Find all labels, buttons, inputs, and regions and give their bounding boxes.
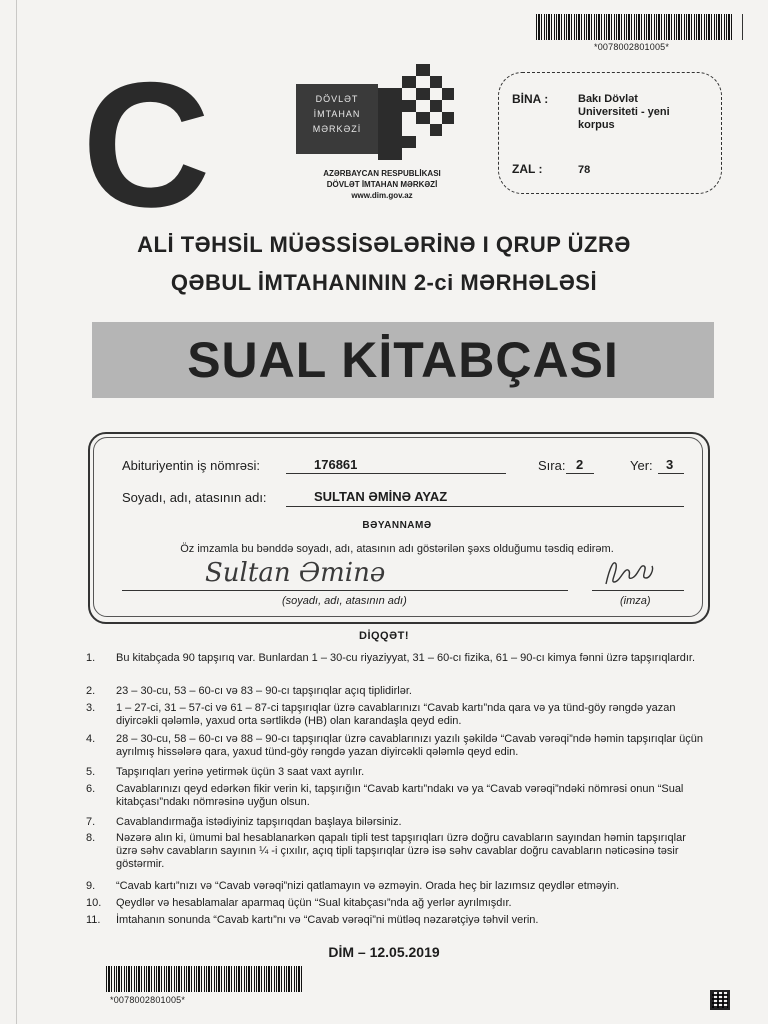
seat-line <box>658 473 684 474</box>
logo-website: www.dim.gov.az <box>351 191 413 200</box>
room-value: 78 <box>578 164 591 176</box>
rule-number: 11. <box>86 914 101 926</box>
barcode-bottom <box>106 966 302 992</box>
signature-image <box>600 556 660 590</box>
seat-value: 3 <box>666 457 674 472</box>
booklet-title: SUAL KİTABÇASI <box>187 332 619 388</box>
barcode-side-marks <box>742 14 753 40</box>
row-value: 2 <box>576 457 584 472</box>
signature-caption: (imza) <box>620 595 651 607</box>
room-label: ZAL : <box>512 162 543 176</box>
rule-number: 10. <box>86 897 102 909</box>
candidate-id-value: 176861 <box>314 457 358 472</box>
rule-number: 3. <box>86 702 96 714</box>
declaration-title: BƏYANNAMƏ <box>362 520 432 531</box>
rule-text: Cavablandırmağa istədiyiniz tapşırıqdan başlaya bilərsiniz. <box>116 816 402 828</box>
building-label: BİNA : <box>512 92 549 106</box>
handwritten-name: Sultan Əminə <box>205 558 386 588</box>
attention-title: DİQQƏT! <box>359 630 409 642</box>
logo-pixel-blocks <box>376 64 456 160</box>
rule-text: “Cavab kartı”nızı və “Cavab vərəqi”nizi qatlamayın və əzməyin. Orada heç bir lazımsız qeydlər etməyin. <box>116 880 620 892</box>
candidate-id-label: Abituriyentin iş nömrəsi: <box>122 458 260 473</box>
signature-line <box>592 590 684 591</box>
building-value <box>578 93 670 132</box>
rule-text: Bu kitabçada 90 tapşırıq var. Bunlardan 1 – 30-cu riyaziyyat, 31 – 60-cı fizika, 61 – 90-cı kimya fənni üzrə tapşırıqlardır. <box>116 652 696 664</box>
logo-sub-2: DÖVLƏT İMTAHAN MƏRKƏZİ <box>326 180 438 189</box>
exam-date: DİM – 12.05.2019 <box>328 944 440 960</box>
building-line-3: korpus <box>578 119 615 131</box>
rule-text: Qeydlər və hesablamalar aparmaq üçün “Sual kitabçası”nda ağ yerlər ayrılmışdır. <box>116 897 512 909</box>
building-line-2: Universiteti - yeni <box>578 106 670 118</box>
barcode-top-text: *0078002801005* <box>594 42 670 52</box>
candidate-id-line <box>286 473 506 474</box>
barcode-top <box>536 14 732 40</box>
logo-line-3: MƏRKƏZİ <box>312 124 362 134</box>
exam-title-line-1: ALİ TƏHSİL MÜƏSSİSƏLƏRİNƏ I QRUP ÜZRƏ <box>137 232 631 257</box>
seat-label: Yer: <box>630 458 653 473</box>
rule-number: 4. <box>86 733 96 745</box>
rule-text: İmtahanın sonunda “Cavab kartı”nı və “Cavab vərəqi”ni mütləq nəzarətçiyə təhvil verin. <box>116 914 539 926</box>
rule-number: 7. <box>86 816 96 828</box>
rule-number: 8. <box>86 832 96 844</box>
logo-line-2: İMTAHAN <box>313 109 361 119</box>
rule-text: 1 – 27-ci, 31 – 57-ci və 61 – 87-ci tapşırıqlar üzrə cavablarınızı “Cavab kartı”nda qara və ya tünd-göy rəngdə yazan diyircəkli qələmlə, yaxud orta sərtlikdə (HB) olan karandaşla qeyd edin. <box>116 702 676 727</box>
rule-text: Nəzərə alın ki, ümumi bal hesablanarkən qapalı tipli test tapşırıqları üzrə doğru cavabların sayından həmin tapşırıqlar üzrə səhv cavabların sayının ¼ -i çıxılır, açıq tipli tapşırıqlar üzrə isə səhv cavablar doğru cavabların nəticəsinə təsir göstərmir. <box>116 832 686 870</box>
declaration-text: Öz imzamla bu bənddə soyadı, adı, atasının adı göstərilən şəxs olduğumu təsdiq edirəm. <box>180 543 614 555</box>
rule-number: 9. <box>86 880 96 892</box>
barcode-bottom-text: *0078002801005* <box>110 995 186 1005</box>
signature-name-line <box>122 590 568 591</box>
name-caption: (soyadı, adı, atasının adı) <box>282 595 407 607</box>
rule-number: 5. <box>86 766 96 778</box>
rule-text: 28 – 30-cu, 58 – 60-cı və 88 – 90-cı tapşırıqlar üzrə cavablarınızı yazılı şəkildə “Cavab vərəqi”ndə həmin tapşırıqlar üçün ayrılmış hissələrə qara, yaxud tünd-göy rəngdə yazan diyircəkli qələmlə qeyd edin. <box>116 733 703 758</box>
rule-number: 6. <box>86 783 96 795</box>
rule-number: 1. <box>86 652 96 664</box>
row-line <box>566 473 594 474</box>
rule-text: Tapşırıqları yerinə yetirmək üçün 3 saat vaxt ayrılır. <box>116 766 365 778</box>
name-label: Soyadı, adı, atasının adı: <box>122 490 267 505</box>
building-line-1: Bakı Dövlət <box>578 93 638 105</box>
rule-number: 2. <box>86 685 96 697</box>
rule-text: 23 – 30-cu, 53 – 60-cı və 83 – 90-cı tapşırıqlar açıq tiplidirlər. <box>116 685 412 697</box>
scan-edge <box>16 0 17 1024</box>
name-line <box>286 506 684 507</box>
name-value: SULTAN ƏMİNƏ AYAZ <box>314 489 448 504</box>
rule-text: Cavablarınızı qeyd edərkən fikir verin ki, tapşırığın “Cavab kartı”ndakı və ya “Cavab vərəqi”ndəki nömrəsi onun “Sual kitabçası”ndakı nömrəsinə uyğun olsun. <box>116 783 684 808</box>
exam-title-line-2: QƏBUL İMTAHANININ 2-ci MƏRHƏLƏSİ <box>170 270 598 295</box>
logo-line-1: DÖVLƏT <box>315 94 359 104</box>
qr-code <box>710 990 730 1010</box>
row-label: Sıra: <box>538 458 566 473</box>
variant-letter: C <box>82 45 207 244</box>
logo-emblem <box>296 84 378 154</box>
logo-sub-1: AZƏRBAYCAN RESPUBLİKASI <box>323 169 441 178</box>
logo-caption <box>300 168 464 201</box>
